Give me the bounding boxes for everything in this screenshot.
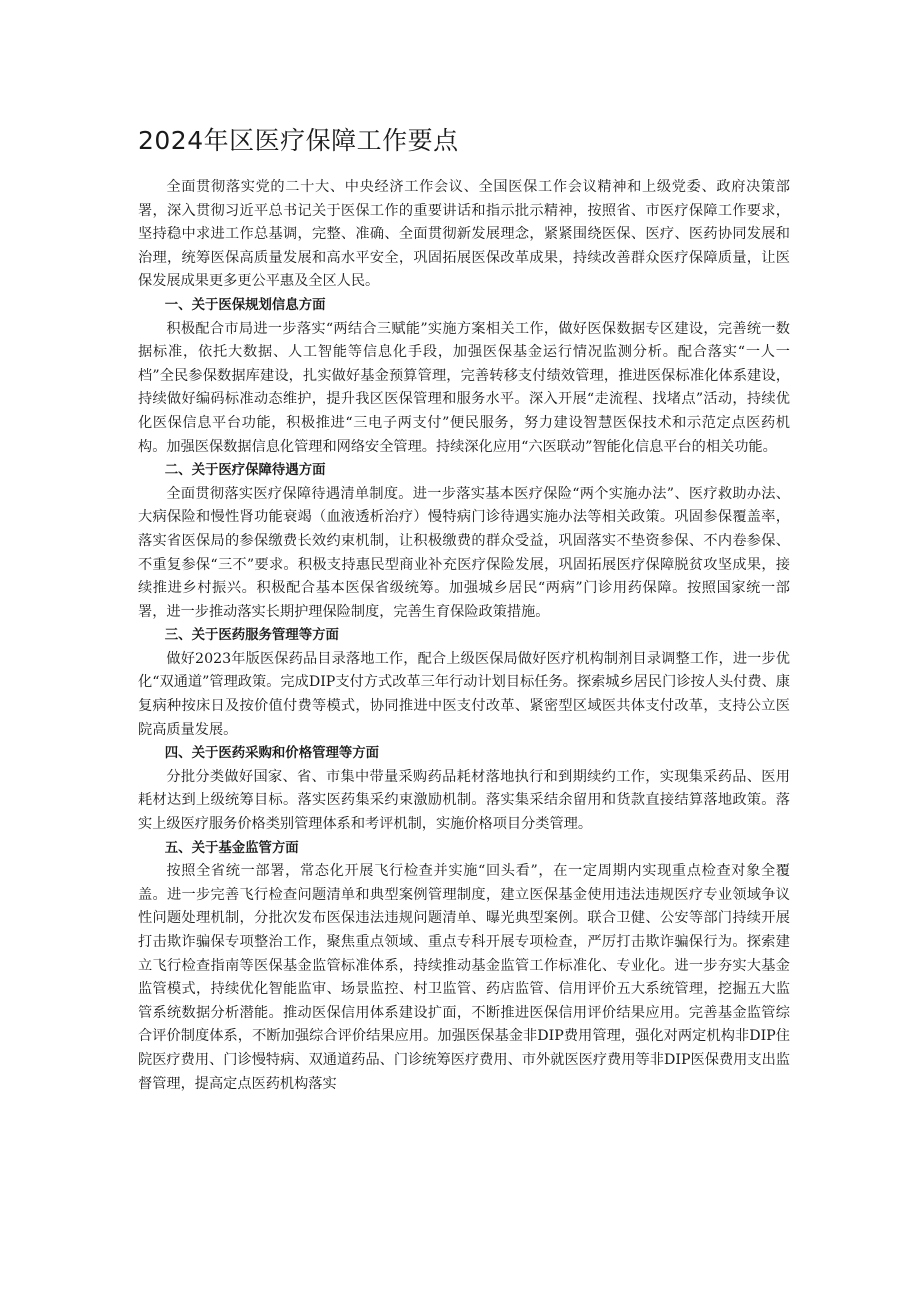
section-heading: 五、关于基金监管方面 xyxy=(164,840,299,856)
section-body: 按照全省统一部署，常态化开展飞行检查并实施“回头看”，在一定周期内实现重点检查对象全覆盖。进一步完善飞行检查问题清单和典型案例管理制度，建立医保基金使用违法违规医疗专业领域争议性问题处理机制，分批次发布医保违法违规问题清单、曝光典型案例。联合卫健、公安等部门持续开展打击欺诈骗保专项整治工作，聚焦重点领域、重点专科开展专项检查，严厉打击欺诈骗保行为。探索建立飞行检查指南等医保基金监管标准体系，持续推动基金监管工作标准化、专业化。进一步夯实大基金监管模式，持续优化智能监审、场景监控、村卫监管、药店监管、信用评价五大系统管理，挖掘五大监管系统数据分析潜能。推动医保信用体系建设扩面，不断推进医保信用评价结果应用。完善基金监管综合评价制度体系，不断加强综合评价结果应用。加强医保基金非DIP费用管理，强化对两定机构非DIP住院医疗费用、门诊慢特病、双通道药品、门诊统筹医疗费用、市外就医医疗费用等非DIP医保费用支出监督管理，提高定点医药机构落实 xyxy=(138,863,790,1092)
section-body: 积极配合市局进一步落实“两结合三赋能”实施方案相关工作，做好医保数据专区建设，完善统一数据标准，依托大数据、人工智能等信息化手段，加强医保基金运行情况监测分析。配合落实“一人一档”全民参保数据库建设，扎实做好基金预算管理，完善转移支付绩效管理，推进医保标准化体系建设，持续做好编码标准动态维护，提升我区医保管理和服务水平。深入开展“走流程、找堵点”活动，持续优化医保信息平台功能，积极推进“三电子两支付”便民服务，努力建设智慧医保技术和示范定点医药机构。加强医保数据信息化管理和网络安全管理。持续深化应用“六医联动”智能化信息平台的相关功能。 xyxy=(138,320,790,455)
section-heading: 四、关于医药采购和价格管理等方面 xyxy=(164,746,380,762)
document-page xyxy=(138,124,790,1096)
section-benefits xyxy=(138,459,790,624)
section-heading: 一、关于医保规划信息方面 xyxy=(164,297,326,313)
section-planning-info xyxy=(138,294,790,459)
section-procurement-pricing xyxy=(138,742,790,836)
section-heading: 二、关于医疗保障待遇方面 xyxy=(164,463,326,479)
section-body: 分批分类做好国家、省、市集中带量采购药品耗材落地执行和到期续约工作，实现集采药品、医用耗材达到上级统筹目标。落实医药集采约束激励机制。落实集采结余留用和货款直接结算落地政策。落实上级医疗服务价格类别管理体系和考评机制，实施价格项目分类管理。 xyxy=(138,768,790,833)
document-title: 2024年区医疗保障工作要点 xyxy=(138,126,459,155)
section-heading: 三、关于医药服务管理等方面 xyxy=(164,628,339,644)
section-body: 做好2023年版医保药品目录落地工作，配合上级医保局做好医疗机构制剂目录调整工作，进一步优化“双通道”管理政策。完成DIP支付方式改革三年行动计划目标任务。探索城乡居民门诊按人头付费、康复病种按床日及按价值付费等模式，协同推进中医支付改革、紧密型区域医共体支付改革，支持公立医院高质量发展。 xyxy=(138,650,790,738)
section-body: 全面贯彻落实医疗保障待遇清单制度。进一步落实基本医疗保险“两个实施办法”、医疗救助办法、大病保险和慢性肾功能衰竭（血液透析治疗）慢特病门诊待遇实施办法等相关政策。巩固参保覆盖率，落实省医保局的参保缴费长效约束机制，让积极缴费的群众受益，巩固落实不垫资参保、不内卷参保、不重复参保“三不”要求。积极支持惠民型商业补充医疗保险发展，巩固拓展医疗保障脱贫攻坚成果，接续推进乡村振兴。积极配合基本医保省级统筹。加强城乡居民“两病”门诊用药保障。按照国家统一部署，进一步推动落实长期护理保险制度，完善生育保险政策措施。 xyxy=(138,485,790,620)
section-medical-services xyxy=(138,624,790,742)
intro-paragraph: 全面贯彻落实党的二十大、中央经济工作会议、全国医保工作会议精神和上级党委、政府决策部署，深入贯彻习近平总书记关于医保工作的重要讲话和指示批示精神，按照省、市医疗保障工作要求，坚持稳中求进工作总基调，完整、准确、全面贯彻新发展理念，紧紧围绕医保、医疗、医药协同发展和治理，统筹医保高质量发展和高水平安全，巩固拓展医保改革成果，持续改善群众医疗保障质量，让医保发展成果更多更公平惠及全区人民。 xyxy=(138,179,790,290)
section-fund-supervision xyxy=(138,837,790,1097)
